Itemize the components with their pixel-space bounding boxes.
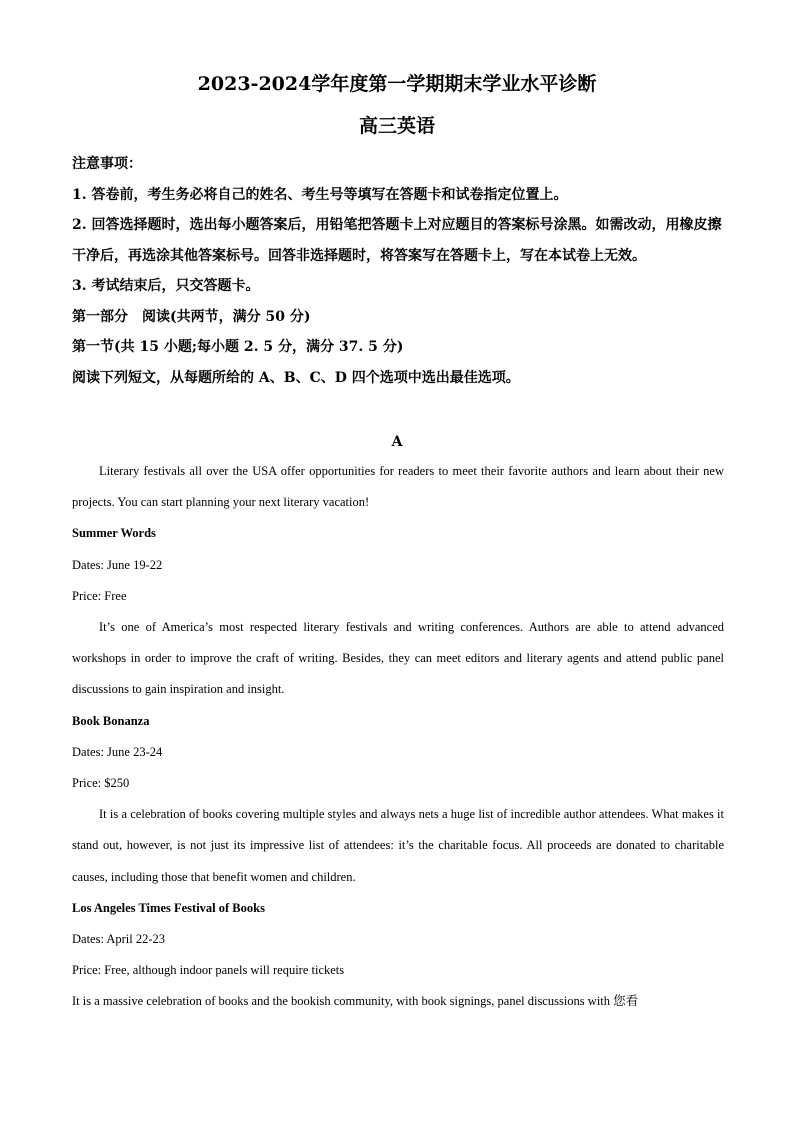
part-heading: 第一部分 阅读(共两节，满分 50 分) <box>72 308 311 325</box>
exam-title: 2023-2024学年度第一学期期末学业水平诊断 <box>197 73 597 95</box>
festival-description: It is a massive celebration of books and the bookish community, with book signings, panel discussions with 您看 <box>72 994 639 1009</box>
passage-label: A <box>391 434 403 450</box>
festival-description: It is a celebration of books covering multiple styles and always nets a huge list of incredible author attendees. What makes it stand out, however, is not just its impressive list of attendees: it’s the charitable focus. All proceeds are donated to charitable causes, including those that benefit women and children. <box>72 807 724 884</box>
exam-notes <box>72 149 724 393</box>
festival-dates: Dates: June 23-24 <box>72 744 163 759</box>
festival-name: Summer Words <box>72 526 156 541</box>
festival-price: Price: $250 <box>72 776 130 791</box>
instruction-text: 阅读下列短文，从每题所给的 A、B、C、D 四个选项中选出最佳选项。 <box>72 369 520 386</box>
notes-item-1: 1. 答卷前，考生务必将自己的姓名、考生号等填写在答题卡和试卷指定位置上。 <box>72 186 568 203</box>
festival-price: Price: Free <box>72 588 127 603</box>
festival-description: It’s one of America’s most respected literary festivals and writing conferences. Authors are able to attend advanced workshops in order to improve the craft of writing. Besides, they can meet editors and literary agents and attend public panel discussions to gain inspiration and insight. <box>72 620 724 697</box>
festival-name: Los Angeles Times Festival of Books <box>72 900 265 915</box>
notes-item-3: 3. 考试结束后，只交答题卡。 <box>72 278 260 294</box>
festival-price: Price: Free, although indoor panels will require tickets <box>72 963 345 978</box>
notes-heading: 注意事项： <box>72 156 142 172</box>
exam-subtitle: 高三英语 <box>358 115 435 137</box>
notes-item-2: 2. 回答选择题时，选出每小题答案后，用铅笔把答题卡上对应题目的答案标号涂黑。如需改动，用橡皮擦干净后，再选涂其他答案标号。回答非选择题时，将答案写在答题卡上，写在本试卷上无效。 <box>72 217 722 264</box>
festival-dates: Dates: June 19-22 <box>72 557 163 572</box>
festival-dates: Dates: April 22-23 <box>72 932 166 947</box>
festival-name: Book Bonanza <box>72 713 150 728</box>
passage-body <box>72 456 724 1018</box>
section-heading: 第一节(共 15 小题;每小题 2. 5 分，满分 37. 5 分) <box>72 339 404 355</box>
passage-intro: Literary festivals all over the USA offer opportunities for readers to meet their favorite authors and learn about their new projects. You can start planning your next literary vacation! <box>72 464 724 510</box>
